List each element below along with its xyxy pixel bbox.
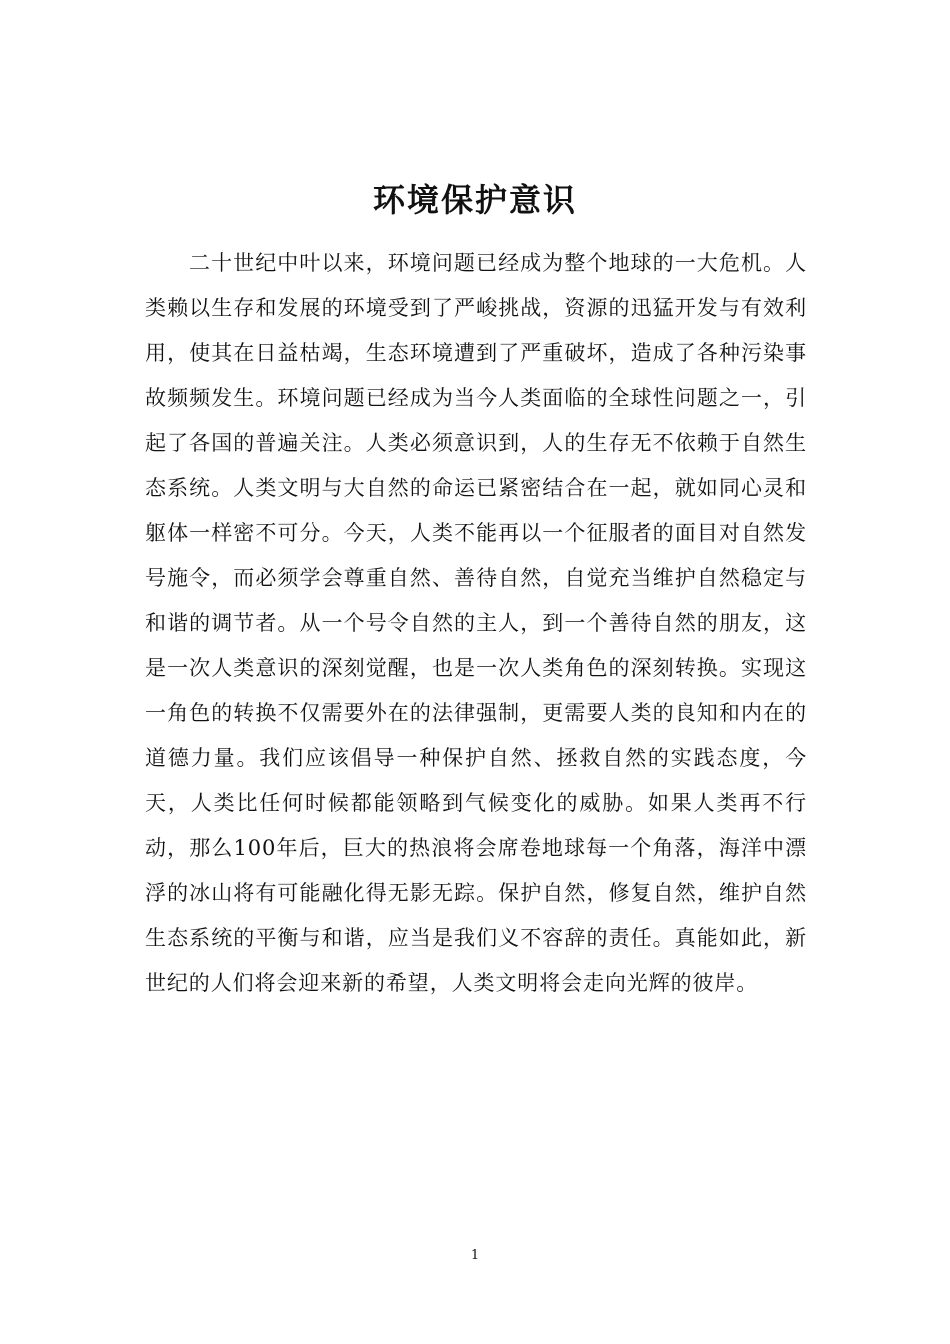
document-title: 环境保护意识 (372, 181, 577, 219)
body-paragraph: 二十世纪中叶以来，环境问题已经成为整个地球的一大危机。人类赖以生存和发展的环境受到了严峻挑战，资源的迅猛开发与有效利用，使其在日益枯竭，生态环境遭到了严重破坏，造成了各种污染事故频频发生。环境问题已经成为当今人类面临的全球性问题之一，引起了各国的普遍关注。人类必须意识到，人的生存无不依赖于自然生态系统。人类文明与大自然的命运已紧密结合在一起，就如同心灵和躯体一样密不可分。今天，人类不能再以一个征服者的面目对自然发号施令，而必须学会尊重自然、善待自然，自觉充当维护自然稳定与和谐的调节者。从一个号令自然的主人，到一个善待自然的朋友，这是一次人类意识的深刻觉醒，也是一次人类角色的深刻转换。实现这一角色的转换不仅需要外在的法律强制，更需要人类的良知和内在的道德力量。我们应该倡导一种保护自然、拯救自然的实践态度，今天，人类比任何时候都能领略到气候变化的威胁。如果人类再不行动，那么100年后，巨大的热浪将会席卷地球每一个角落，海洋中漂浮的冰山将有可能融化得无影无踪。保护自然，修复自然，维护自然生态系统的平衡与和谐，应当是我们义不容辞的责任。真能如此，新世纪的人们将会迎来新的希望，人类文明将会走向光辉的彼岸。 (145, 251, 807, 995)
page-number: 1 (470, 1248, 480, 1263)
